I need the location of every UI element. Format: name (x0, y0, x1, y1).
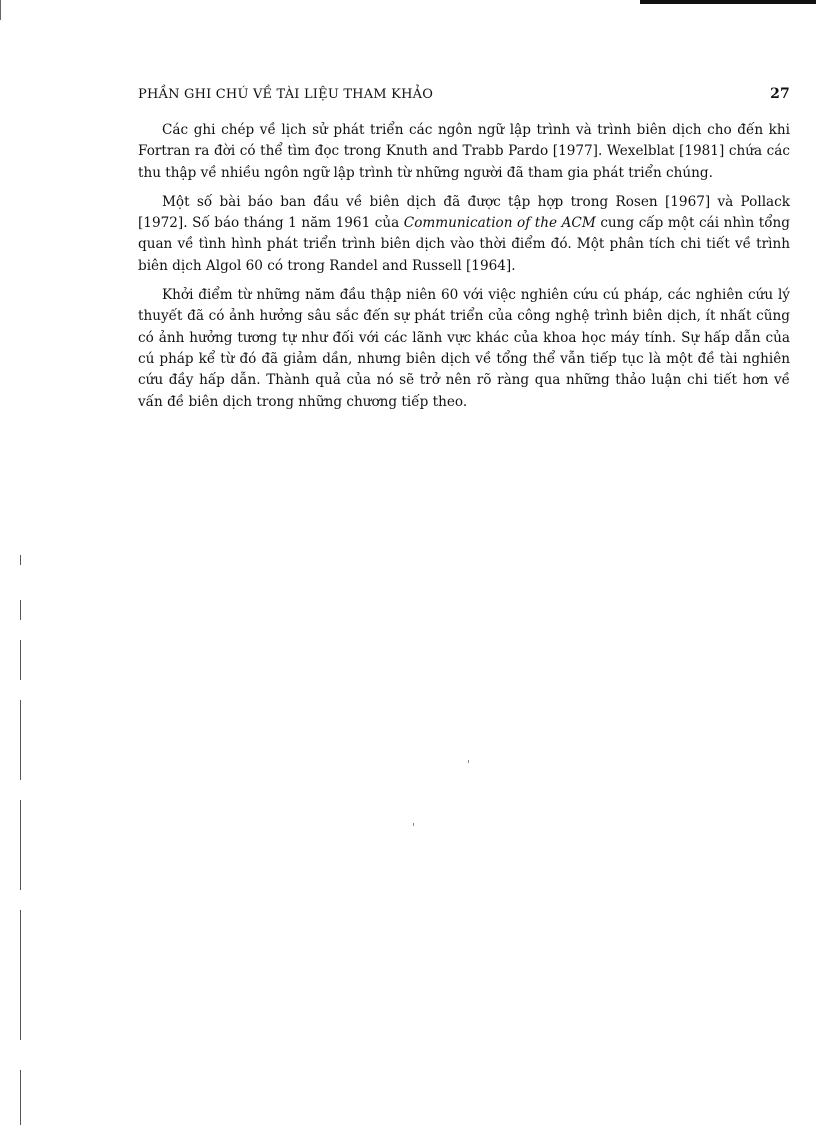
paragraph: Các ghi chép về lịch sử phát triển các ngôn ngữ lập trình và trình biên dịch cho đến khi Fortran ra đời có thể tìm đọc trong Knuth and Trabb Pardo [1977]. Wexelblat [1981] chứa các thu thập về nhiều ngôn ngữ lập trình từ những người đã tham gia phát triển chúng. (138, 122, 790, 181)
top-edge-rule (640, 0, 816, 4)
left-margin-scan-line (20, 555, 21, 565)
header-title: PHẦN GHI CHÚ VỀ TÀI LIỆU THAM KHẢO (138, 87, 434, 102)
paragraph (138, 192, 790, 277)
left-margin-scan-line (20, 1070, 21, 1125)
paragraph-text: Một số bài báo ban đầu về biên dịch đã được tập hợp trong Rosen [1967] và Pollack [1972]. Số báo tháng 1 năm 1961 của (138, 193, 790, 232)
left-edge-mark (0, 0, 1, 20)
scan-speck (413, 823, 414, 826)
paragraph-text: cung cấp một cái nhìn tổng quan về tình hình phát triển trình biên dịch vào thời điểm đó. Một phân tích chi tiết về trình biên dịch Algol 60 có trong Randel and Russell [1964]. (138, 215, 790, 274)
paragraph: Khởi điểm từ những năm đầu thập niên 60 với việc nghiên cứu cú pháp, các nghiên cứu lý thuyết đã có ảnh hưởng sâu sắc đến sự phát triển của công nghệ trình biên dịch, ít nhất cũng có ảnh hưởng tương tự như đối với các lãnh vực khác của khoa học máy tính. Sự hấp dẫn của cú pháp kể từ đó đã giảm dần, nhưng biên dịch về tổng thể vẫn tiếp tục là một đề tài nghiên cứu đầy hấp dẫn. Thành quả của nó sẽ trở nên rõ ràng qua những thảo luận chi tiết hơn về vấn đề biên dịch trong những chương tiếp theo. (138, 287, 790, 410)
running-header (138, 86, 790, 102)
left-margin-scan-line (20, 640, 21, 680)
left-margin-scan-line (20, 910, 21, 1040)
body-text (138, 120, 790, 421)
left-margin-scan-line (20, 800, 21, 890)
left-margin-scan-line (20, 600, 21, 620)
left-margin-scan-line (20, 700, 21, 780)
journal-title: Communication of the ACM (403, 215, 596, 232)
scan-speck (468, 760, 469, 763)
page-number: 27 (770, 86, 790, 102)
